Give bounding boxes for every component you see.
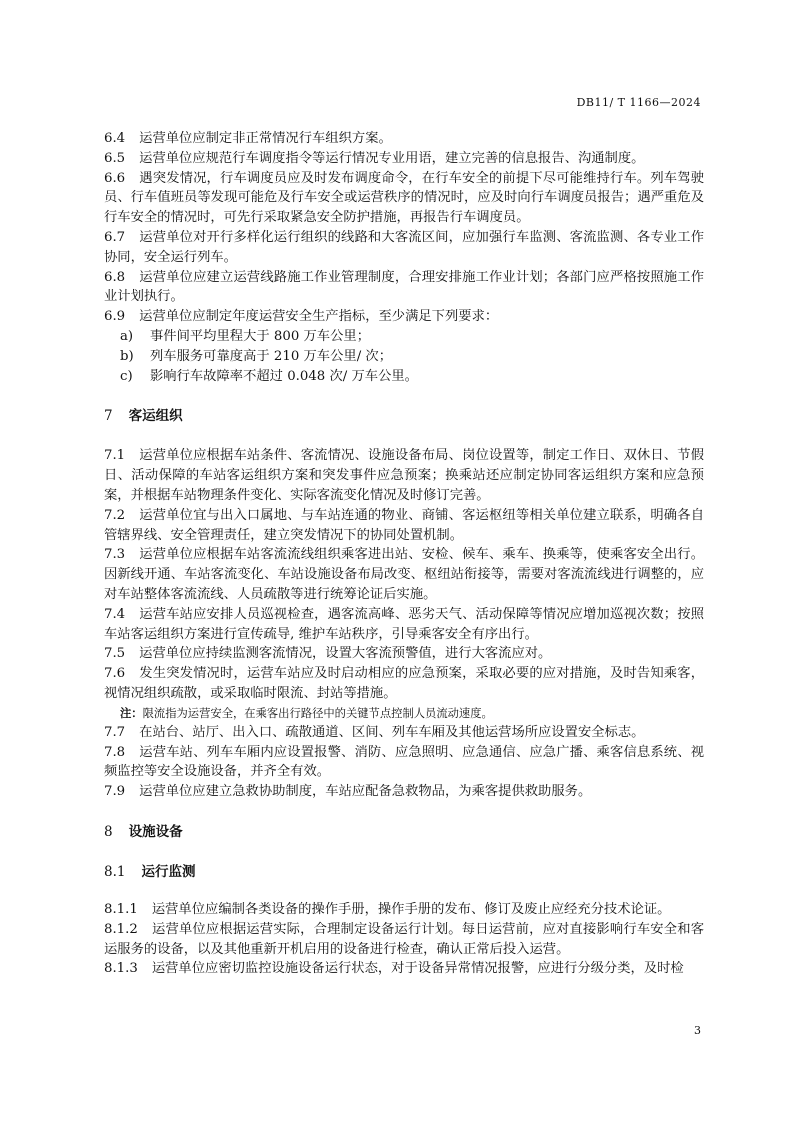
section-6-clauses bbox=[104, 129, 704, 327]
clause-number: 7.6 bbox=[104, 666, 126, 682]
clause-number: 6.4 bbox=[104, 131, 126, 146]
section-number: 7 bbox=[104, 408, 113, 425]
clause-number: 7.1 bbox=[104, 448, 126, 464]
clause-number: 7.4 bbox=[104, 606, 126, 622]
clause-number: 7.9 bbox=[104, 784, 126, 800]
clause bbox=[104, 228, 704, 268]
clause-number: 8.1.3 bbox=[104, 961, 138, 977]
note-text: 限流指为运营安全，在乘客出行路径中的关键节点控制人员流动速度。 bbox=[142, 706, 493, 720]
section-title: 客运组织 bbox=[128, 408, 183, 425]
page-number: 3 bbox=[694, 1024, 701, 1037]
clause-number: 8.1.1 bbox=[104, 901, 138, 917]
clause-number: 7.8 bbox=[104, 744, 126, 760]
standard-code: DB11/ T 1166—2024 bbox=[576, 96, 701, 109]
clause bbox=[104, 605, 704, 645]
section-8-1-clauses bbox=[104, 900, 704, 979]
note bbox=[120, 704, 704, 723]
clause-text: 运营车站应安排人员巡视检查，遇客流高峰、恶劣天气、活动保障等情况应增加巡视次数；按照车站客运组织方案进行宣传疏导, 维护车站秩序，引导乘客安全有序出行。 bbox=[104, 606, 704, 642]
clause bbox=[104, 900, 704, 920]
clause bbox=[104, 644, 704, 664]
clause-text: 运营单位应持续监测客流情况，设置大客流预警值，进行大客流应对。 bbox=[139, 646, 552, 662]
clause-number: 6.7 bbox=[104, 229, 126, 245]
clause-number: 7.2 bbox=[104, 507, 126, 523]
clause-text: 运营单位应编制各类设备的操作手册，操作手册的发布、修订及废止应经充分技术论证。 bbox=[151, 901, 671, 917]
clause bbox=[104, 743, 704, 783]
clause-text: 运营单位应建立运营线路施工作业管理制度，合理安排施工作业计划；各部门应严格按照施工作业计划执行。 bbox=[104, 269, 704, 305]
clause-number: 7.3 bbox=[104, 547, 126, 563]
clause-number: 6.8 bbox=[104, 269, 126, 285]
section-8-heading bbox=[104, 822, 704, 842]
clause-text: 运营车站、列车车厢内应设置报警、消防、应急照明、应急通信、应急广播、乘客信息系统、视频监控等安全设施设备，并齐全有效。 bbox=[104, 744, 704, 780]
clause-text: 运营单位应制定年度运营安全生产指标，至少满足下列要求： bbox=[139, 309, 499, 325]
clause bbox=[104, 920, 704, 960]
subsection-number: 8.1 bbox=[104, 863, 126, 880]
clause-text: 运营单位应制定非正常情况行车组织方案。 bbox=[139, 131, 392, 146]
clause-text: 事件间平均里程大于 800 万车公里； bbox=[150, 328, 370, 344]
clause-number: a) bbox=[120, 328, 134, 344]
clause-text: 运营单位应根据车站客流流线组织乘客进出站、安检、候车、乘车、换乘等，使乘客安全出行。因新线开通、车站客流变化、车站设施设备布局改变、枢纽站衔接等，需要对客流流线进行调整的，应对车站整体客流流线、人员疏散等进行统筹论证后实施。 bbox=[104, 547, 704, 602]
list-item bbox=[104, 327, 704, 347]
section-8-1-heading bbox=[104, 862, 704, 882]
clause-text: 列车服务可靠度高于 210 万车公里/ 次； bbox=[150, 348, 392, 364]
section-title: 设施设备 bbox=[128, 823, 183, 840]
clause bbox=[104, 664, 704, 704]
clause-text: 遇突发情况，行车调度员应及时发布调度命令，在行车安全的前提下尽可能维持行车。列车驾驶员、行车值班员等发现可能危及行车安全或运营秩序的情况时，应及时向行车调度员报告；遇严重危及行车安全的情况时，可先行采取紧急安全防护措施，再报告行车调度员。 bbox=[104, 170, 704, 226]
clause-text: 运营单位宜与出入口属地、与车站连通的物业、商铺、客运枢纽等相关单位建立联系，明确各自管辖界线、安全管理责任，建立突发情况下的协同处置机制。 bbox=[104, 507, 704, 543]
clause bbox=[104, 169, 704, 228]
section-6-list bbox=[104, 327, 704, 386]
clause-text: 运营单位对开行多样化运行组织的线路和大客流区间，应加强行车监测、客流监测、各专业工作协同，安全运行列车。 bbox=[104, 229, 704, 265]
section-7-clauses-a bbox=[104, 446, 704, 703]
list-item bbox=[104, 347, 704, 367]
subsection-title: 运行监测 bbox=[141, 863, 196, 880]
clause bbox=[104, 545, 704, 604]
section-number: 8 bbox=[104, 823, 113, 840]
clause-text: 运营单位应根据车站条件、客流情况、设施设备布局、岗位设置等，制定工作日、双休日、节假日、活动保障的车站客运组织方案和突发事件应急预案；换乘站还应制定协同客运组织方案和应急预案，并根据车站物理条件变化、实际客流变化情况及时修订完善。 bbox=[104, 448, 704, 503]
clause-text: 影响行车故障率不超过 0.048 次/ 万车公里。 bbox=[150, 368, 418, 384]
clause bbox=[104, 506, 704, 546]
clause-text: 运营单位应规范行车调度指令等运行情况专业用语，建立完善的信息报告、沟通制度。 bbox=[139, 150, 645, 166]
clause bbox=[104, 446, 704, 505]
clause-text: 发生突发情况时，运营车站应及时启动相应的应急预案，采取必要的应对措施，及时告知乘客，视情况组织疏散，或采取临时限流、封站等措施。 bbox=[104, 666, 704, 701]
clause-number: 8.1.2 bbox=[104, 921, 138, 937]
document-body bbox=[104, 129, 704, 979]
note-label: 注： bbox=[120, 705, 143, 720]
clause-text: 运营单位应密切监控设施设备运行状态，对于设备异常情况报警，应进行分级分类，及时检 bbox=[151, 961, 684, 977]
clause-text: 在站台、站厅、出入口、疏散通道、区间、列车车厢及其他运营场所应设置安全标志。 bbox=[139, 724, 645, 740]
clause-number: b) bbox=[120, 348, 134, 364]
section-7-clauses-b bbox=[104, 723, 704, 802]
section-7-heading bbox=[104, 406, 704, 426]
clause bbox=[104, 782, 704, 802]
clause-number: 6.9 bbox=[104, 309, 126, 325]
clause bbox=[104, 307, 704, 327]
clause bbox=[104, 723, 704, 743]
clause-number: 7.5 bbox=[104, 646, 126, 662]
clause-text: 运营单位应根据运营实际，合理制定设备运行计划。每日运营前，应对直接影响行车安全和客运服务的设备，以及其他重新开机启用的设备进行检查，确认正常后投入运营。 bbox=[104, 921, 704, 957]
clause bbox=[104, 129, 704, 149]
clause bbox=[104, 268, 704, 308]
clause-text: 运营单位应建立急救协助制度，车站应配备急救物品，为乘客提供救助服务。 bbox=[139, 784, 592, 800]
clause-number: 6.5 bbox=[104, 150, 126, 166]
clause bbox=[104, 149, 704, 169]
clause-number: c) bbox=[120, 368, 133, 384]
clause bbox=[104, 959, 704, 979]
clause-number: 6.6 bbox=[104, 170, 126, 186]
list-item bbox=[104, 367, 704, 387]
clause-number: 7.7 bbox=[104, 724, 126, 740]
